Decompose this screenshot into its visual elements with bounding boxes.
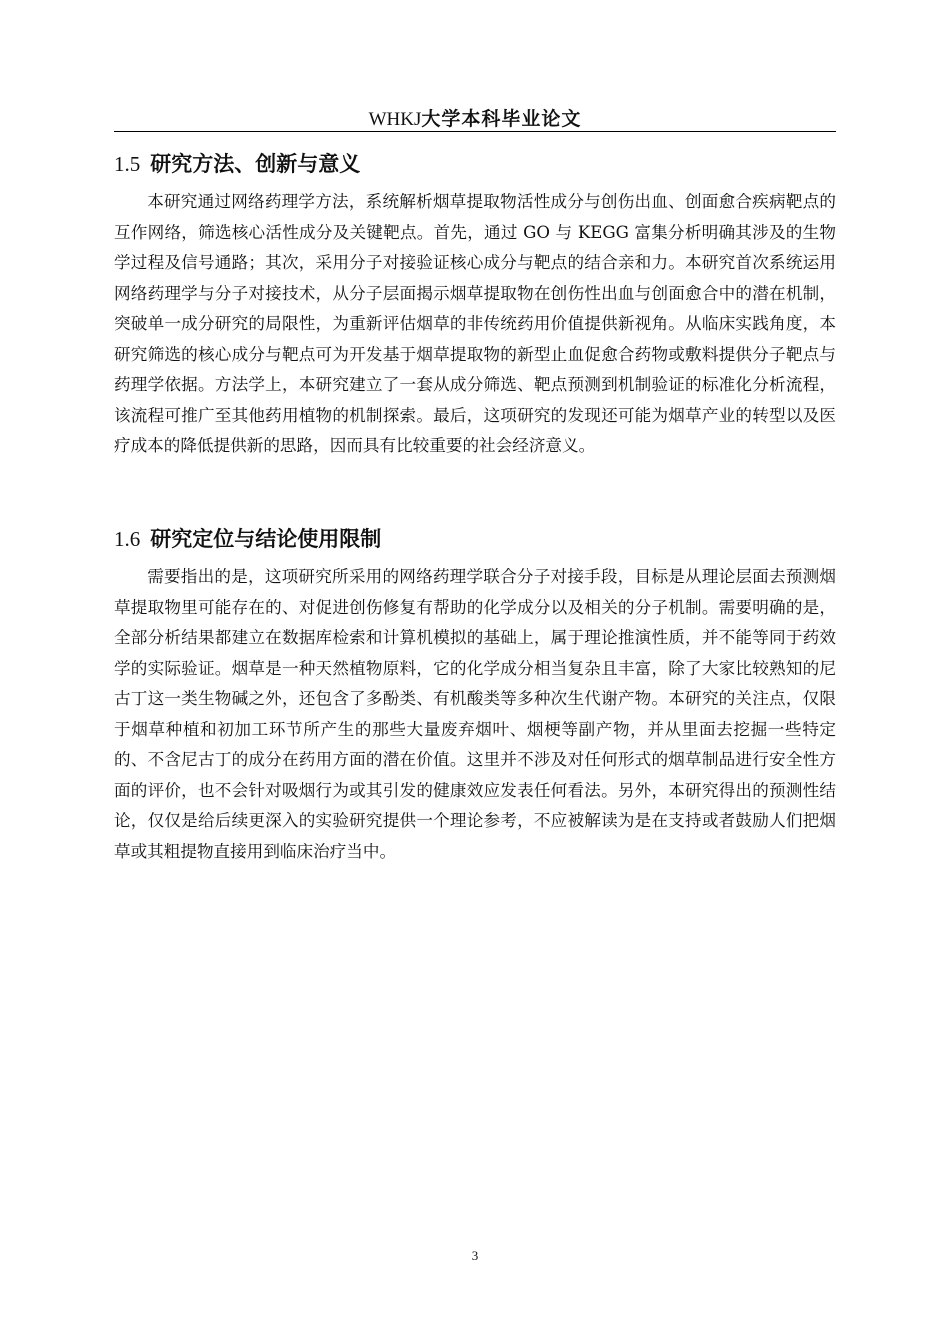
header-thesis-name: 大学本科毕业论文 [421,108,582,130]
section-number: 1.6 [114,527,141,551]
section-heading [114,146,836,182]
header-university-code: WHKJ [368,109,422,130]
body-paragraph: 需要指出的是，这项研究所采用的网络药理学联合分子对接手段，目标是从理论层面去预测烟草提取物里可能存在的、对促进创伤修复有帮助的化学成分以及相关的分子机制。需要明确的是，全部分析结果都建立在数据库检索和计算机模拟的基础上，属于理论推演性质，并不能等同于药效学的实际验证。烟草是一种天然植物原料，它的化学成分相当复杂且丰富，除了大家比较熟知的尼古丁这一类生物碱之外，还包含了多酚类、有机酸类等多种次生代谢产物。本研究的关注点，仅限于烟草种植和初加工环节所产生的那些大量废弃烟叶、烟梗等副产物，并从里面去挖掘一些特定的、不含尼古丁的成分在药用方面的潜在价值。这里并不涉及对任何形式的烟草制品进行安全性方面的评价，也不会针对吸烟行为或其引发的健康效应发表任何看法。另外，本研究得出的预测性结论，仅仅是给后续更深入的实验研究提供一个理论参考，不应被解读为是在支持或者鼓励人们把烟草或其粗提物直接用到临床治疗当中。 [114,567,836,861]
section-1-6 [114,521,836,867]
section-title: 研究定位与结论使用限制 [150,526,382,551]
section-title: 研究方法、创新与意义 [150,151,361,176]
header-rule [114,131,836,132]
page-number: 3 [471,1248,479,1263]
running-header [0,104,950,131]
section-number: 1.5 [114,152,141,176]
section-1-5 [114,146,836,462]
section-heading [114,521,836,557]
body-paragraph: 本研究通过网络药理学方法，系统解析烟草提取物活性成分与创伤出血、创面愈合疾病靶点的互作网络，筛选核心活性成分及关键靶点。首先，通过 GO 与 KEGG 富集分析明确其涉及的生物学过程及信号通路；其次，采用分子对接验证核心成分与靶点的结合亲和力。本研究首次系统运用网络药理学与分子对接技术，从分子层面揭示烟草提取物在创伤性出血与创面愈合中的潜在机制，突破单一成分研究的局限性，为重新评估烟草的非传统药用价值提供新视角。从临床实践角度，本研究筛选的核心成分与靶点可为开发基于烟草提取物的新型止血促愈合药物或敷料提供分子靶点与药理学依据。方法学上，本研究建立了一套从成分筛选、靶点预测到机制验证的标准化分析流程，该流程可推广至其他药用植物的机制探索。最后，这项研究的发现还可能为烟草产业的转型以及医疗成本的降低提供新的思路，因而具有比较重要的社会经济意义。 [114,192,836,455]
